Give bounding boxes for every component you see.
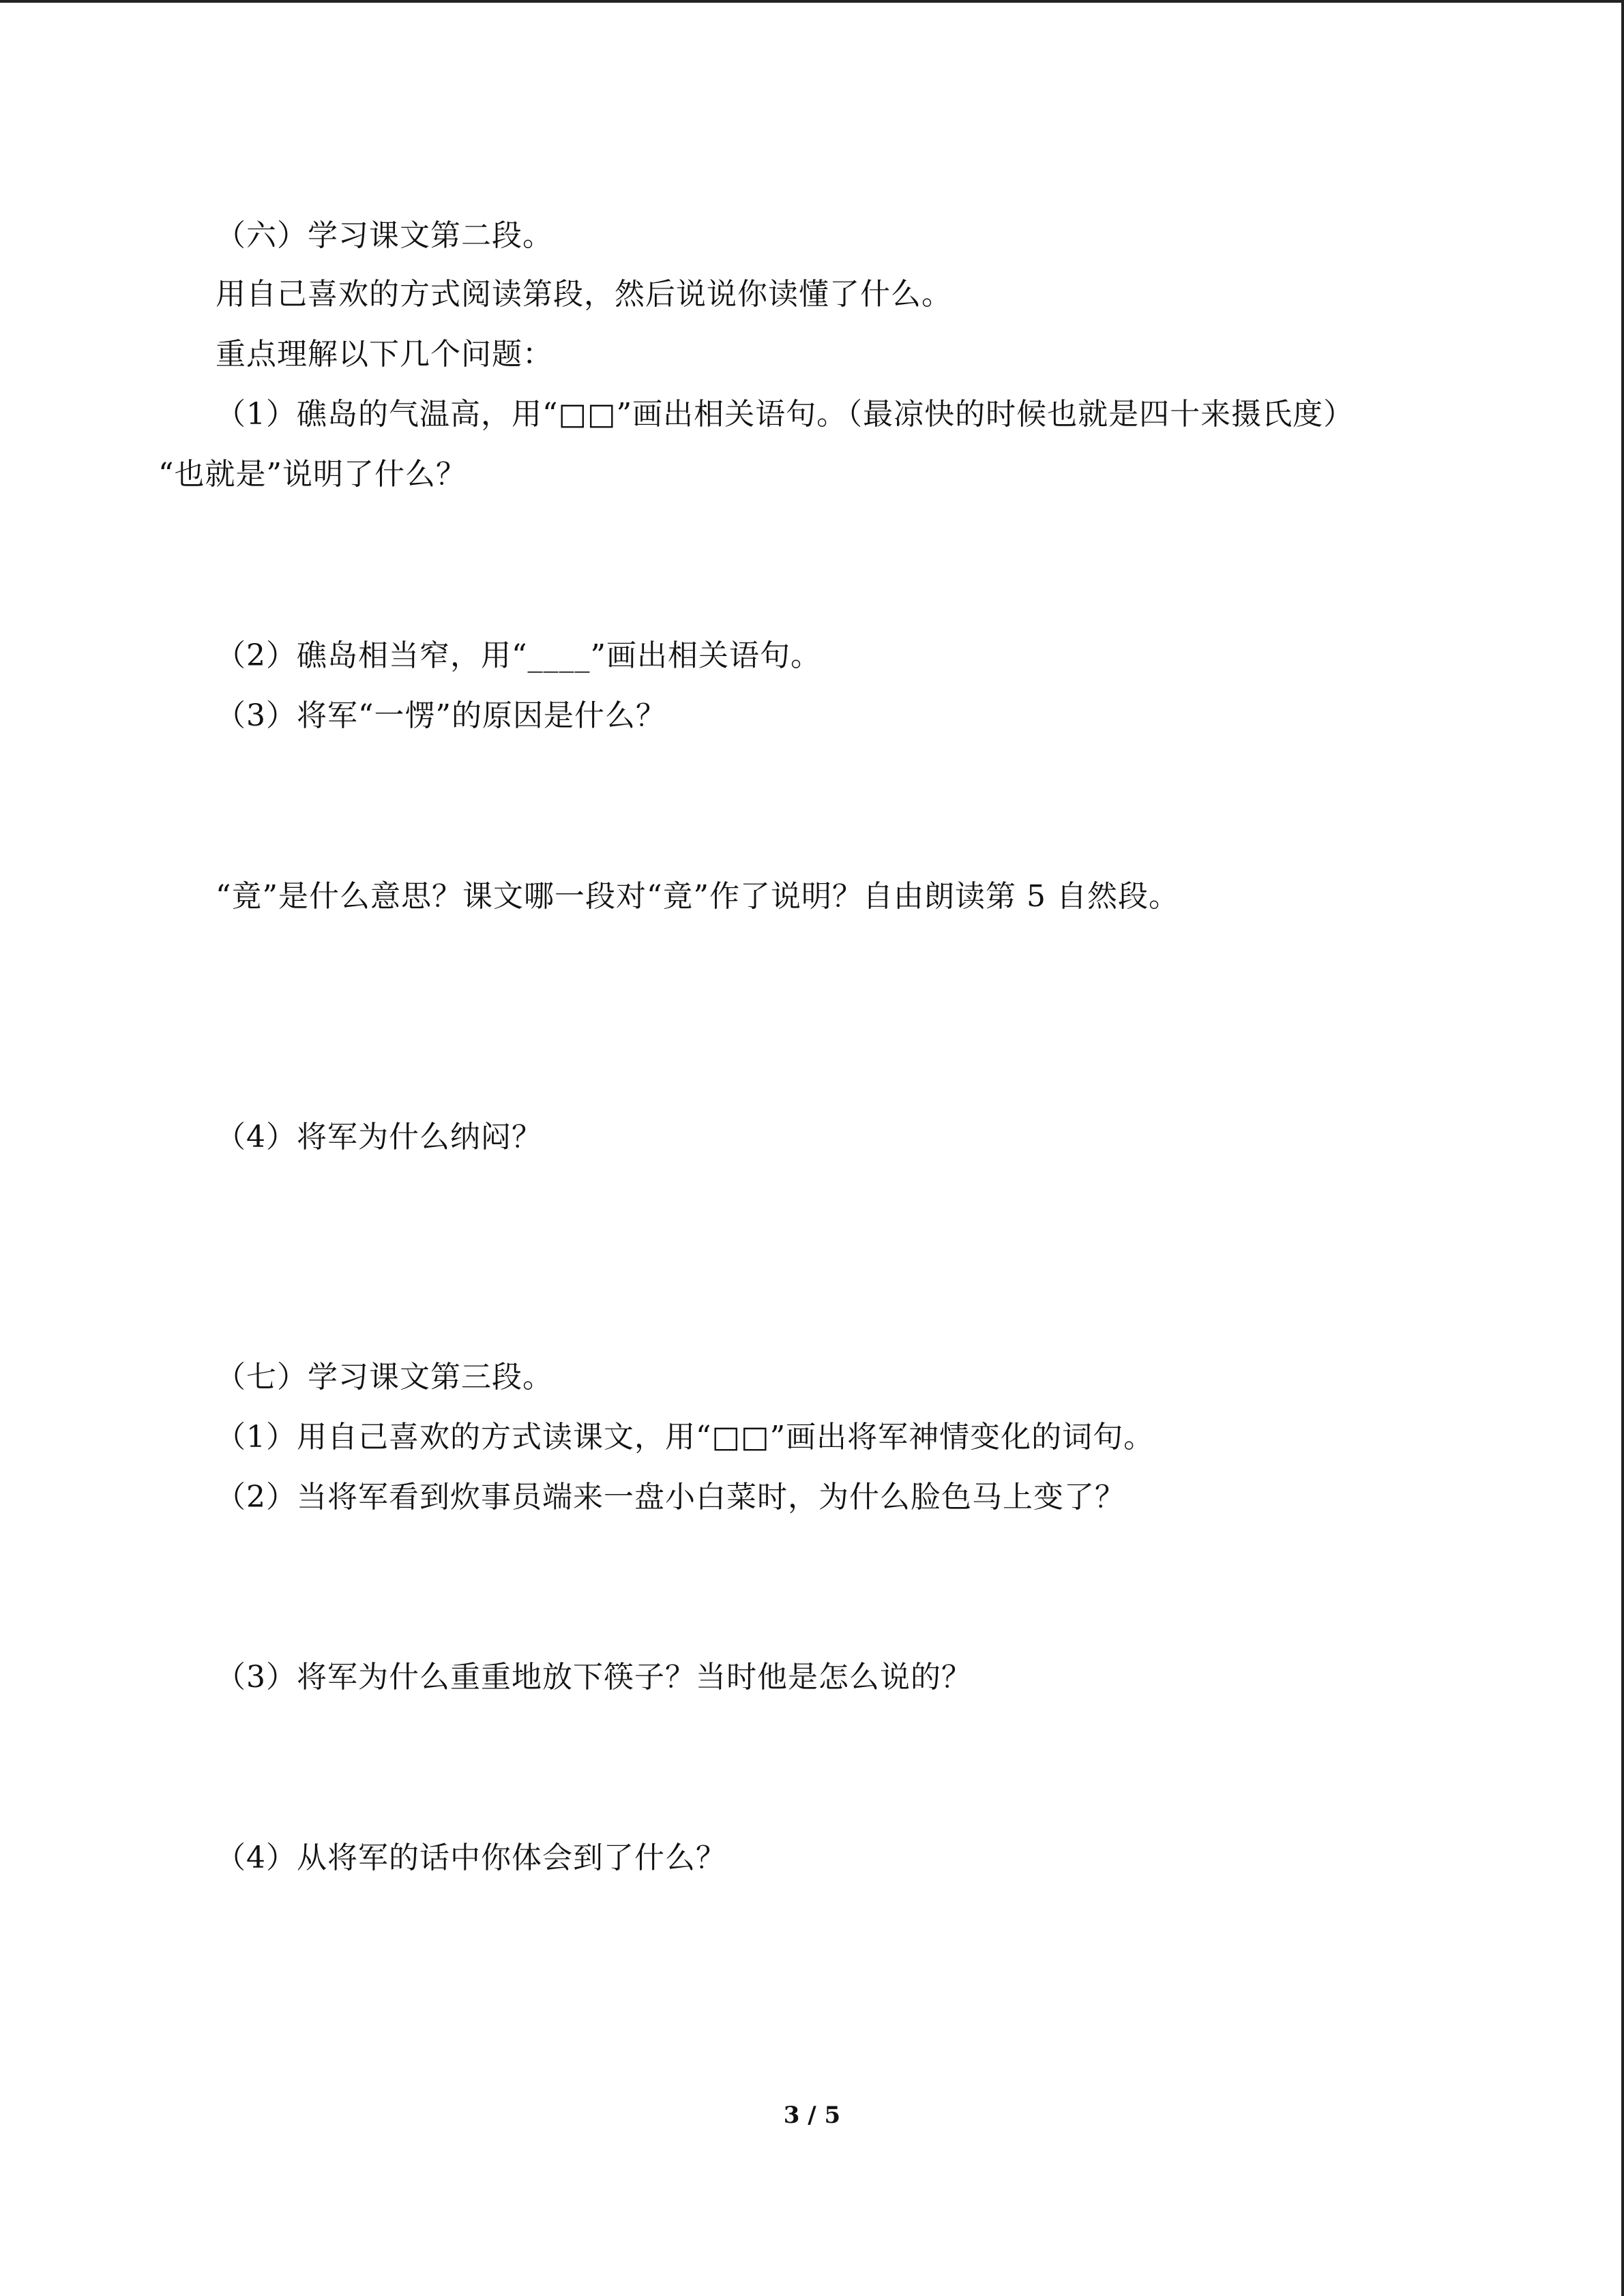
paragraph-line: 重点理解以下几个问题： [216,337,553,372]
question-3: （3）将军为什么重重地放下筷子？当时他是怎么说的？ [216,1660,972,1695]
question-4: （4）将军为什么纳闷？ [216,1120,542,1154]
paragraph-line: 用自己喜欢的方式阅读第段，然后说说你读懂了什么。 [216,277,952,312]
question-4: （4）从将军的话中你体会到了什么？ [216,1840,726,1875]
question-2: （2）当将军看到炊事员端来一盘小白菜时，为什么脸色马上变了？ [216,1480,1125,1515]
question-1: （1）用自己喜欢的方式读课文，用“□□”画出将军神情变化的词句。 [216,1420,1155,1455]
page-top-border [0,0,1624,3]
question-1-continuation: “也就是”说明了什么？ [158,457,467,492]
question-3: （3）将军“一愣”的原因是什么？ [216,698,666,733]
question-1: （1）礁岛的气温高，用“□□”画出相关语句。（最凉快的时候也就是四十来摄氏度） [216,397,1355,432]
section-six-heading: （六）学习课文第二段。 [216,218,553,253]
paragraph-line: “竟”是什么意思？课文哪一段对“竟”作了说明？自由朗读第 5 自然段。 [216,879,1179,914]
page-right-border [1621,0,1624,2296]
section-seven-heading: （七）学习课文第三段。 [216,1360,553,1395]
page-number: 3 / 5 [783,2102,841,2129]
question-2: （2）礁岛相当窄，用“____”画出相关语句。 [216,638,821,673]
